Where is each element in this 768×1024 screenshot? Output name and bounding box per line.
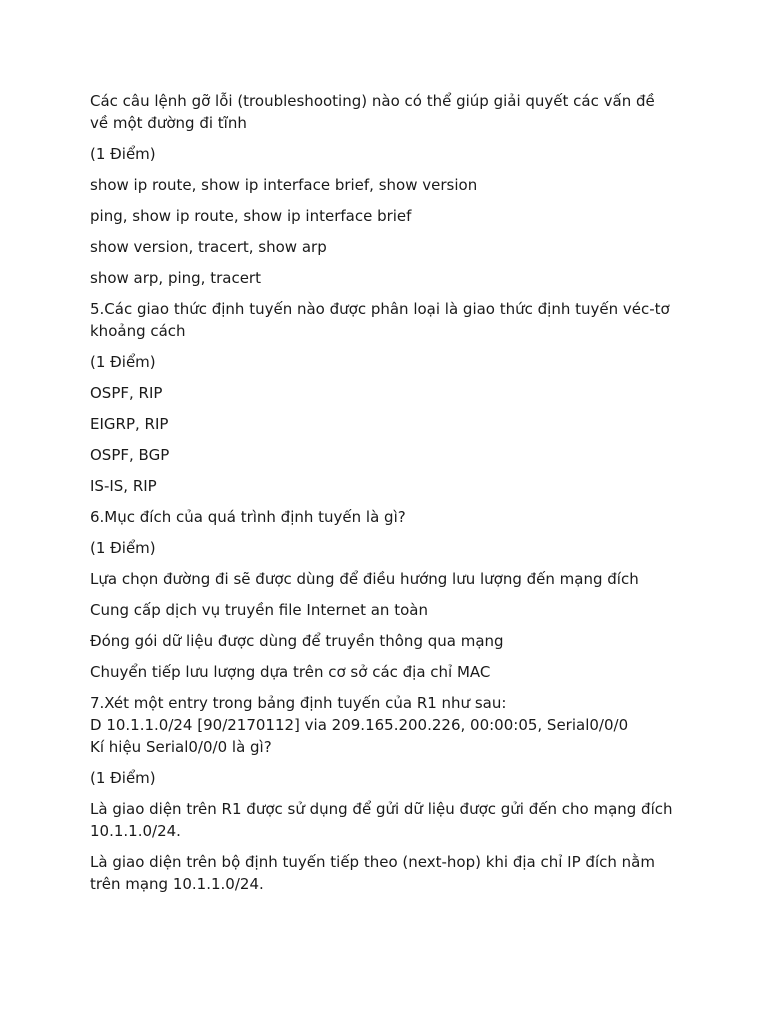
question-4-option-3: show version, tracert, show arp	[90, 238, 327, 256]
question-4-option-4: show arp, ping, tracert	[90, 269, 261, 287]
question-7-option-2: Là giao diện trên bộ định tuyến tiếp theo (next-hop) khi địa chỉ IP đích nằm trên mạng 10.1.1.0/24.	[90, 853, 655, 893]
question-7-text: 7.Xét một entry trong bảng định tuyến của R1 như sau: D 10.1.1.0/24 [90/2170112] via 209.165.200.226, 00:00:05, Serial0/0/0 Kí hiệu Serial0/0/0 là gì?	[90, 694, 629, 756]
question-5-option-2: EIGRP, RIP	[90, 415, 169, 433]
question-4-option-1: show ip route, show ip interface brief, show version	[90, 176, 478, 194]
question-6-text: 6.Mục đích của quá trình định tuyến là gì?	[90, 508, 406, 526]
question-5-option-4: IS-IS, RIP	[90, 477, 157, 495]
question-4-text: Các câu lệnh gỡ lỗi (troubleshooting) nào có thể giúp giải quyết các vấn đề về một đường đi tĩnh	[90, 92, 655, 132]
question-5-option-3: OSPF, BGP	[90, 446, 170, 464]
document-page	[90, 90, 690, 904]
question-6-option-3: Đóng gói dữ liệu được dùng để truyền thông qua mạng	[90, 632, 504, 650]
question-6-option-2: Cung cấp dịch vụ truyền file Internet an toàn	[90, 601, 428, 619]
question-7-option-1: Là giao diện trên R1 được sử dụng để gửi dữ liệu được gửi đến cho mạng đích 10.1.1.0/24.	[90, 800, 673, 840]
question-5-option-1: OSPF, RIP	[90, 384, 163, 402]
question-6-option-4: Chuyển tiếp lưu lượng dựa trên cơ sở các địa chỉ MAC	[90, 663, 491, 681]
question-5-text: 5.Các giao thức định tuyến nào được phân loại là giao thức định tuyến véc-tơ khoảng cách	[90, 300, 670, 340]
question-4-points: (1 Điểm)	[90, 145, 156, 163]
question-5-points: (1 Điểm)	[90, 353, 156, 371]
question-4-option-2: ping, show ip route, show ip interface brief	[90, 207, 412, 225]
question-6-points: (1 Điểm)	[90, 539, 156, 557]
question-6-option-1: Lựa chọn đường đi sẽ được dùng để điều hướng lưu lượng đến mạng đích	[90, 570, 639, 588]
question-7-points: (1 Điểm)	[90, 769, 156, 787]
